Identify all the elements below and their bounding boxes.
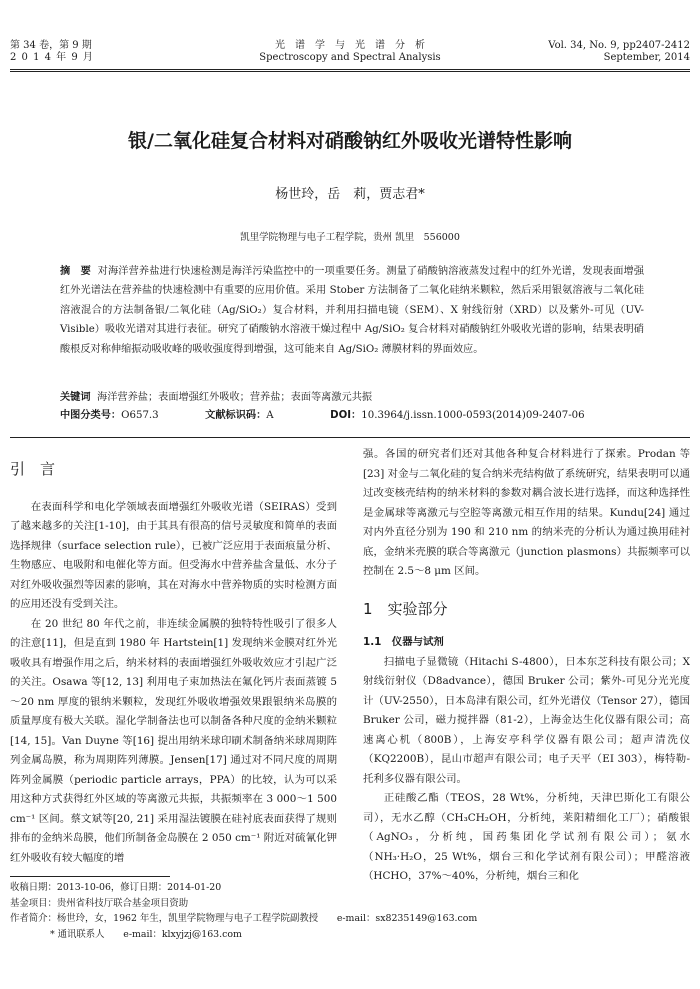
intro-paragraph-2: 在 20 世纪 80 年代之前，非连续金属膜的独特特性吸引了很多人的注意[11]，但是直到 1980 年 Hartstein[1] 发现纳米金膜对红外光吸收具有增强作用之后，纳米材料的表面增强红外吸收效应才引起广泛的关注。Osawa 等[12, 13] 利用电子束加热法在氟化钙片表面蒸镀 5～20 nm 厚度的银纳米颗粒，发现红外吸收增强效果跟银纳米岛膜的质量厚度有极大关联。湿化学制备法也可以制备各种尺度的金纳米颗粒[14, 15]。Van Duyne 等[16] 提出用纳米球印刷术制备纳米球周期阵列金属岛膜，称为周期阵列薄膜。Jensen[17] 通过对不同尺度的周期阵列金属膜（periodic particle arrays，PPA）的比较，认为可以采用这种方式获得红外区域的等离激元共振，共振频率在 3 000～1 500 cm⁻¹ 区间。蔡文斌等[20, 21] 采用湿法镀膜在硅衬底表面获得了规则排布的金纳米岛膜，他们所制备金岛膜在 2 050 cm⁻¹ 附近对硫氰化钾红外吸收有较大幅度的增	[10, 617, 337, 864]
classification	[60, 408, 644, 424]
journal-volume: 第 34 卷，第 9 期 2 0 1 4 年 9 月	[10, 40, 94, 63]
authors: 杨世玲，岳 莉，贾志君*	[275, 187, 425, 202]
journal-issue-info: Vol. 34, No. 9, pp2407-2412 September, 2014	[548, 40, 690, 63]
abstract-rule	[10, 437, 690, 438]
doc-code-label: 文献标识码：	[205, 410, 267, 421]
doi-value: 10.3964/j.issn.1000-0593(2014)09-2407-06	[361, 410, 585, 421]
keywords-text: 海洋营养盐；表面增强红外吸收；营养盐；表面等离激元共振	[97, 392, 373, 403]
header-rule-top	[10, 69, 690, 70]
footnote-rule	[10, 876, 170, 877]
instruments-paragraph: 扫描电子显微镜（Hitachi S-4800），日本东芝科技有限公司；X 射线衍射仪（D8advance），德国 Bruker 公司；紫外-可见分光光度计（UV-2550），日本岛津有限公司，红外光谱仪（Tensor 27），德国 Bruker 公司，磁力搅拌器（81-2），上海金达生化仪器有限公司；高速离心机（800B），上海安亭科学仪器有限公司；超声清洗仪（KQ2200B），昆山市超声有限公司；电子天平（EI 303），梅特勒-托利多仪器有限公司。	[363, 655, 690, 785]
keywords-label: 关键词	[60, 392, 91, 403]
left-column	[10, 460, 337, 868]
intro-paragraph-1: 在表面科学和电化学领域表面增强红外吸收光谱（SEIRAS）受到了越来越多的关注[1-10]，由于其具有很高的信号灵敏度和简单的表面选择规律（surface selection rule），已被广泛应用于表面痕量分析、生物感应、电吸附和电催化等方面。但受海水中营养盐含量低、水分子对红外吸收强烈等因素的影响，其在对海水中营养物质的实时检测方面的应用还没有受到关注。	[10, 500, 337, 610]
doc-code-value: A	[266, 410, 274, 421]
header-rule-bottom	[10, 71, 690, 72]
author-bio: 作者简介：杨世玲，女，1962 年生，凯里学院物理与电子工程学院副教授 e-mail：sx8235149@163.com	[10, 913, 478, 924]
footnotes	[10, 880, 690, 942]
section-experiment-heading: 1 实验部分	[363, 599, 448, 618]
intro-paragraph-3: 强。各国的研究者们还对其他各种复合材料进行了探索。Prodan 等[23] 对金与二氧化硅的复合纳米壳结构做了系统研究，结果表明可以通过改变核壳结构的纳米材料的参数对耦合波长进行选择，而这种选择性是金属球等离激元与空腔等离激元相互作用的结果。Kundu[24] 通过对内外直径分别为 190 和 210 nm 的纳米壳的分析认为通过换用硅衬底，金纳米壳膜的联合等离激元（junction plasmons）共振频率可以控制在 2.5～8 μm 区间。	[363, 448, 690, 577]
corresponding-author: * 通讯联系人 e-mail：klxyjzj@163.com	[50, 928, 242, 940]
abstract-text: 对海洋营养盐进行快速检测是海洋污染监控中的一项重要任务。测量了硝酸钠溶液蒸发过程中的红外光谱，发现表面增强红外光谱法在营养盐的快速检测中有重要的应用价值。采用 Stober 方法制备了二氧化硅纳米颗粒，然后采用银氨溶液与二氧化硅溶液混合的方法制备银/二氧化硅（Ag/SiO₂）复合材料，并利用扫描电镜（SEM）、X 射线衍射（XRD）以及紫外-可见（UV-Visible）吸收光谱对其进行表征。研究了硝酸钠水溶液干燥过程中 Ag/SiO₂ 复合材料对硝酸钠红外吸收光谱的影响，结果表明硝酸根反对称伸缩振动吸收峰的吸收强度得到增强，这可能来自 Ag/SiO₂ 薄膜材料的界面效应。	[60, 266, 645, 355]
clc-label: 中图分类号：	[60, 410, 122, 421]
abstract	[60, 262, 644, 359]
doi-label: DOI：	[330, 410, 362, 421]
received-date: 收稿日期：2013-10-06，修订日期：2014-01-20	[10, 882, 222, 893]
reagents-paragraph: 正硅酸乙酯（TEOS，28 Wt%，分析纯，天津巴斯化工有限公司），无水乙醇（CH₃CH₂OH，分析纯，莱阳精细化工厂）；硝酸银（AgNO₃，分析纯，国药集团化学试剂有限公司）；氨水（NH₃·H₂O，25 Wt%，烟台三和化学试剂有限公司）；甲醛溶液（HCHO，37%～40%，分析纯，烟台三和化	[363, 792, 690, 882]
right-column	[363, 445, 690, 887]
keywords	[60, 390, 644, 406]
journal-name: 光 谱 学 与 光 谱 分 析 Spectroscopy and Spectral Analysis	[259, 40, 441, 63]
section-introduction-heading: 引 言	[10, 460, 56, 478]
fund-info: 基金项目：贵州省科技厅联合基金项目资助	[10, 897, 189, 909]
affiliation: 凯里学院物理与电子工程学院，贵州 凯里 556000	[240, 232, 460, 243]
subsection-instruments-heading: 1.1 仪器与试剂	[363, 636, 444, 648]
abstract-label: 摘 要	[60, 266, 91, 277]
article-title: 银/二氧化硅复合材料对硝酸钠红外吸收光谱特性影响	[128, 130, 572, 152]
clc-value: O657.3	[121, 410, 159, 421]
